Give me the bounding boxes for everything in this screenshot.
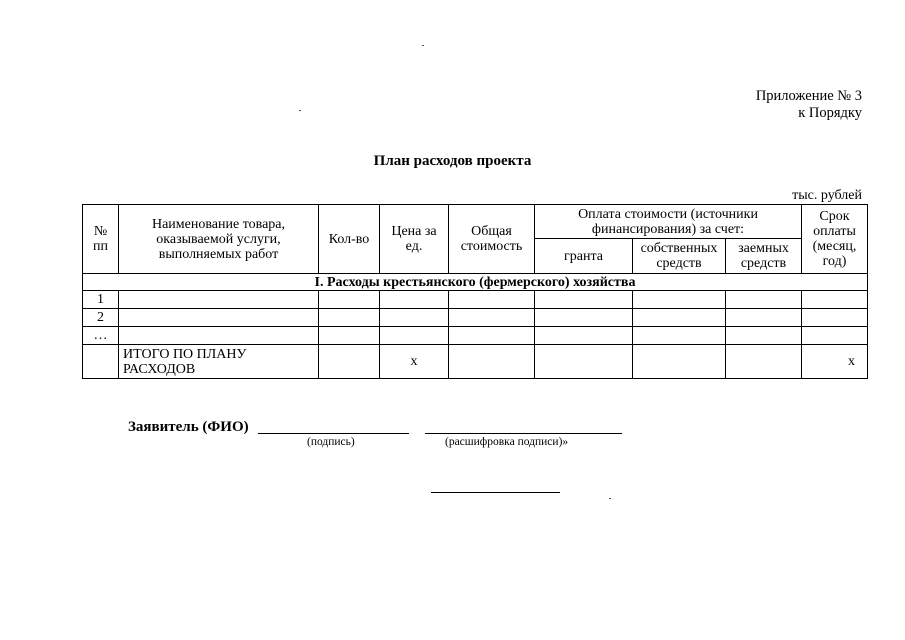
total-price-mark: х	[380, 345, 449, 379]
signature-caption: (подпись)	[307, 436, 355, 448]
row-number: 2	[83, 309, 119, 327]
table-row	[83, 309, 868, 327]
appendix-reference	[756, 88, 862, 122]
decoding-caption: (расшифровка подписи)»	[445, 436, 569, 448]
page-title: План расходов проекта	[373, 153, 532, 169]
col-header-term: Срок оплаты (месяц, год)	[802, 205, 868, 274]
signature-decoding-line	[425, 433, 622, 434]
total-row	[83, 345, 868, 379]
col-header-own-funds: собственных средств	[633, 239, 726, 274]
signature-line	[258, 433, 409, 434]
col-header-name: Наименование товара, оказываемой услуги, выполняемых работ	[119, 205, 319, 274]
col-header-qty: Кол-во	[319, 205, 380, 274]
table-row	[83, 327, 868, 345]
col-header-total: Общая стоимость	[449, 205, 535, 274]
scan-speck	[609, 498, 611, 499]
scan-speck	[299, 110, 301, 111]
units-label: тыс. рублей	[792, 188, 862, 203]
applicant-label: Заявитель (ФИО)	[128, 419, 249, 435]
total-label: ИТОГО ПО ПЛАНУ РАСХОДОВ	[119, 345, 319, 379]
total-term-mark: х	[802, 345, 868, 379]
col-header-num: № пп	[83, 205, 119, 274]
closing-divider	[431, 492, 560, 493]
section-heading: I. Расходы крестьянского (фермерского) хозяйства	[83, 274, 868, 291]
col-header-grant: гранта	[535, 239, 633, 274]
row-number: 1	[83, 291, 119, 309]
appendix-order: к Порядку	[798, 105, 862, 121]
table-row	[83, 291, 868, 309]
col-header-payment-sources: Оплата стоимости (источники финансирования) за счет:	[535, 205, 802, 239]
col-header-borrowed-funds: заемных средств	[726, 239, 802, 274]
row-number: …	[83, 327, 119, 345]
scan-speck	[422, 45, 424, 46]
col-header-price: Цена за ед.	[380, 205, 449, 274]
expense-plan-table	[82, 204, 868, 379]
appendix-number: Приложение № 3	[755, 88, 862, 104]
